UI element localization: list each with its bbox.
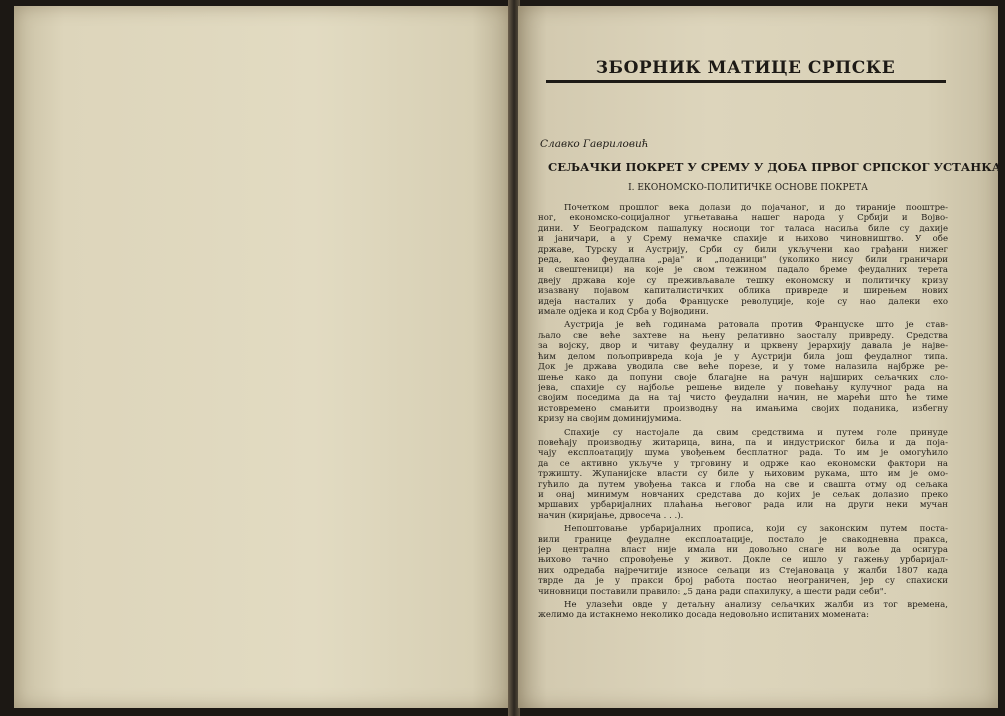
- text-line: ног, економско-социјалног угњетавања нашег народа у Србији и Војво-: [538, 213, 948, 224]
- text-line: својим поседима да на тај чисто феудални начин, не марећи што ће тиме: [538, 393, 948, 404]
- paragraph: [538, 320, 948, 424]
- text-line: начин (кириjање, дрвосеча . . .).: [538, 510, 684, 521]
- text-line: повећају производњу житарица, вина, па и индустриског биља и да поја-: [538, 437, 948, 448]
- text-line: них одредаба најречитије износе сељаци из Стејановаца у жалби 1807 када: [538, 565, 948, 576]
- text-line: чају експлоатацију шума увођењем бесплатног рада. То им је омогућило: [538, 448, 948, 459]
- text-line: изазвану појавом капиталистичких облика привреде и ширењем нових: [538, 286, 948, 297]
- text-line: тврде да је у пракси број работа постао неограничен, јер су спахиски: [538, 576, 948, 587]
- text-line: и онај минимум новчаних средстава до којих је сељак долазио преко: [538, 489, 948, 500]
- text-line: реда, као феудална „раја" и „поданици" (уколико нису били граничари: [538, 255, 948, 266]
- text-line: дини. У Београдском пашалуку носиоци тог таласа насиља биле су дахије: [538, 223, 948, 234]
- text-line: вили границе феудалне експлоатације, постало је свакодневна пракса,: [538, 534, 948, 545]
- section-title: I. ЕКОНОМСКО-ПОЛИТИЧКЕ ОСНОВЕ ПОКРЕТА: [628, 183, 868, 193]
- paragraph: [538, 524, 948, 597]
- text-line: гућило да путем увођења такса и глоба на све и свашта отму од сељака: [538, 479, 948, 490]
- paragraph: [538, 203, 948, 317]
- text-line: и свештеници) на које је свом тежином падало бреме феудалних терета: [538, 265, 948, 276]
- text-line: њихово тачно спровођење у живот. Докле се ишло у гажењу урбаријал-: [538, 555, 948, 566]
- text-line: Почетком прошлог века долази до појачаног, и до тираније пооштре-: [564, 203, 948, 213]
- text-line: двеју држава које су преживљавале тешку економску и политичку кризу: [538, 275, 948, 286]
- text-line: јева, спахије су најбоље решење виделе у повећању кулучног рада на: [538, 382, 948, 393]
- text-line: јер централна власт није имала ни довољно снаге ни воље да осигура: [538, 545, 948, 555]
- text-line: за војску, двор и читаву феудалну и црквену јерархију давала је највe-: [538, 341, 948, 352]
- text-line: Спахије су настојале да свим средствима и путем голе принуде: [564, 427, 948, 438]
- paragraph: [538, 428, 948, 522]
- text-line: Непоштовање урбаријалних прописа, који су законским путем поста-: [564, 524, 948, 535]
- text-line: Не улазећи овде у детаљну анализу сељачких жалби из тог времена,: [564, 600, 948, 611]
- text-line: и јаничари, а у Срему немачке спахије и њихово чиновништво. У обе: [538, 234, 948, 245]
- text-line: имале одјека и код Срба у Војводини.: [538, 307, 709, 318]
- text-line: ћим делом пољопривреда која је у Аустрији била још феудалног типа.: [538, 351, 948, 362]
- text-line: идеја насталих у доба Француске револуције, које су нао далеки ехо: [538, 296, 948, 307]
- paragraph: [538, 600, 948, 621]
- running-header-title: ЗБОРНИК МАТИЦЕ СРПСКЕ: [595, 58, 896, 78]
- header-rule: [546, 80, 946, 83]
- article-author: Славко Гавриловић: [540, 138, 649, 150]
- text-line: мршавих урбаријалних плаћања његовог рада или на други неки мучан: [538, 500, 948, 511]
- article-title: СЕЉАЧКИ ПОКРЕТ У СРЕМУ У ДОБА ПРВОГ СРПСКОГ УСТАНКА: [548, 160, 1002, 174]
- text-line: желимо да истакнемо неколико досада недовољно испитаних момената:: [538, 610, 869, 621]
- text-line: љало све веће захтеве на њену релативно заосталу привреду. Средства: [538, 330, 948, 341]
- article-body: [538, 203, 948, 621]
- text-line: истовремено смањити производњу на имањима својих поданика, избегну: [538, 403, 948, 414]
- text-line: државе, Турску и Аустрију, Срби су били укључени као грађани нижег: [538, 244, 948, 255]
- text-line: кризу на својим доминијумима.: [538, 414, 682, 425]
- text-line: Док је држава уводила све веће порезе, и у томе налазила најбрже ре-: [538, 362, 948, 373]
- text-line: шење како да попуни своје благајне на рачун најширих сељачких сло-: [538, 372, 948, 383]
- text-line: тржишту. Жупанијске власти су биле у њиховим рукама, што им је омо-: [538, 469, 948, 480]
- left-page-blank: [14, 6, 512, 708]
- text-line: чиновници поставили правило: „5 дана ради спахилуку, а шести ради себи".: [538, 586, 887, 597]
- text-line: да се активно укључе у трговину и одрже као економски фактори на: [538, 458, 948, 469]
- text-line: Аустрија је већ годинама ратовала против Француске што је став-: [564, 320, 948, 331]
